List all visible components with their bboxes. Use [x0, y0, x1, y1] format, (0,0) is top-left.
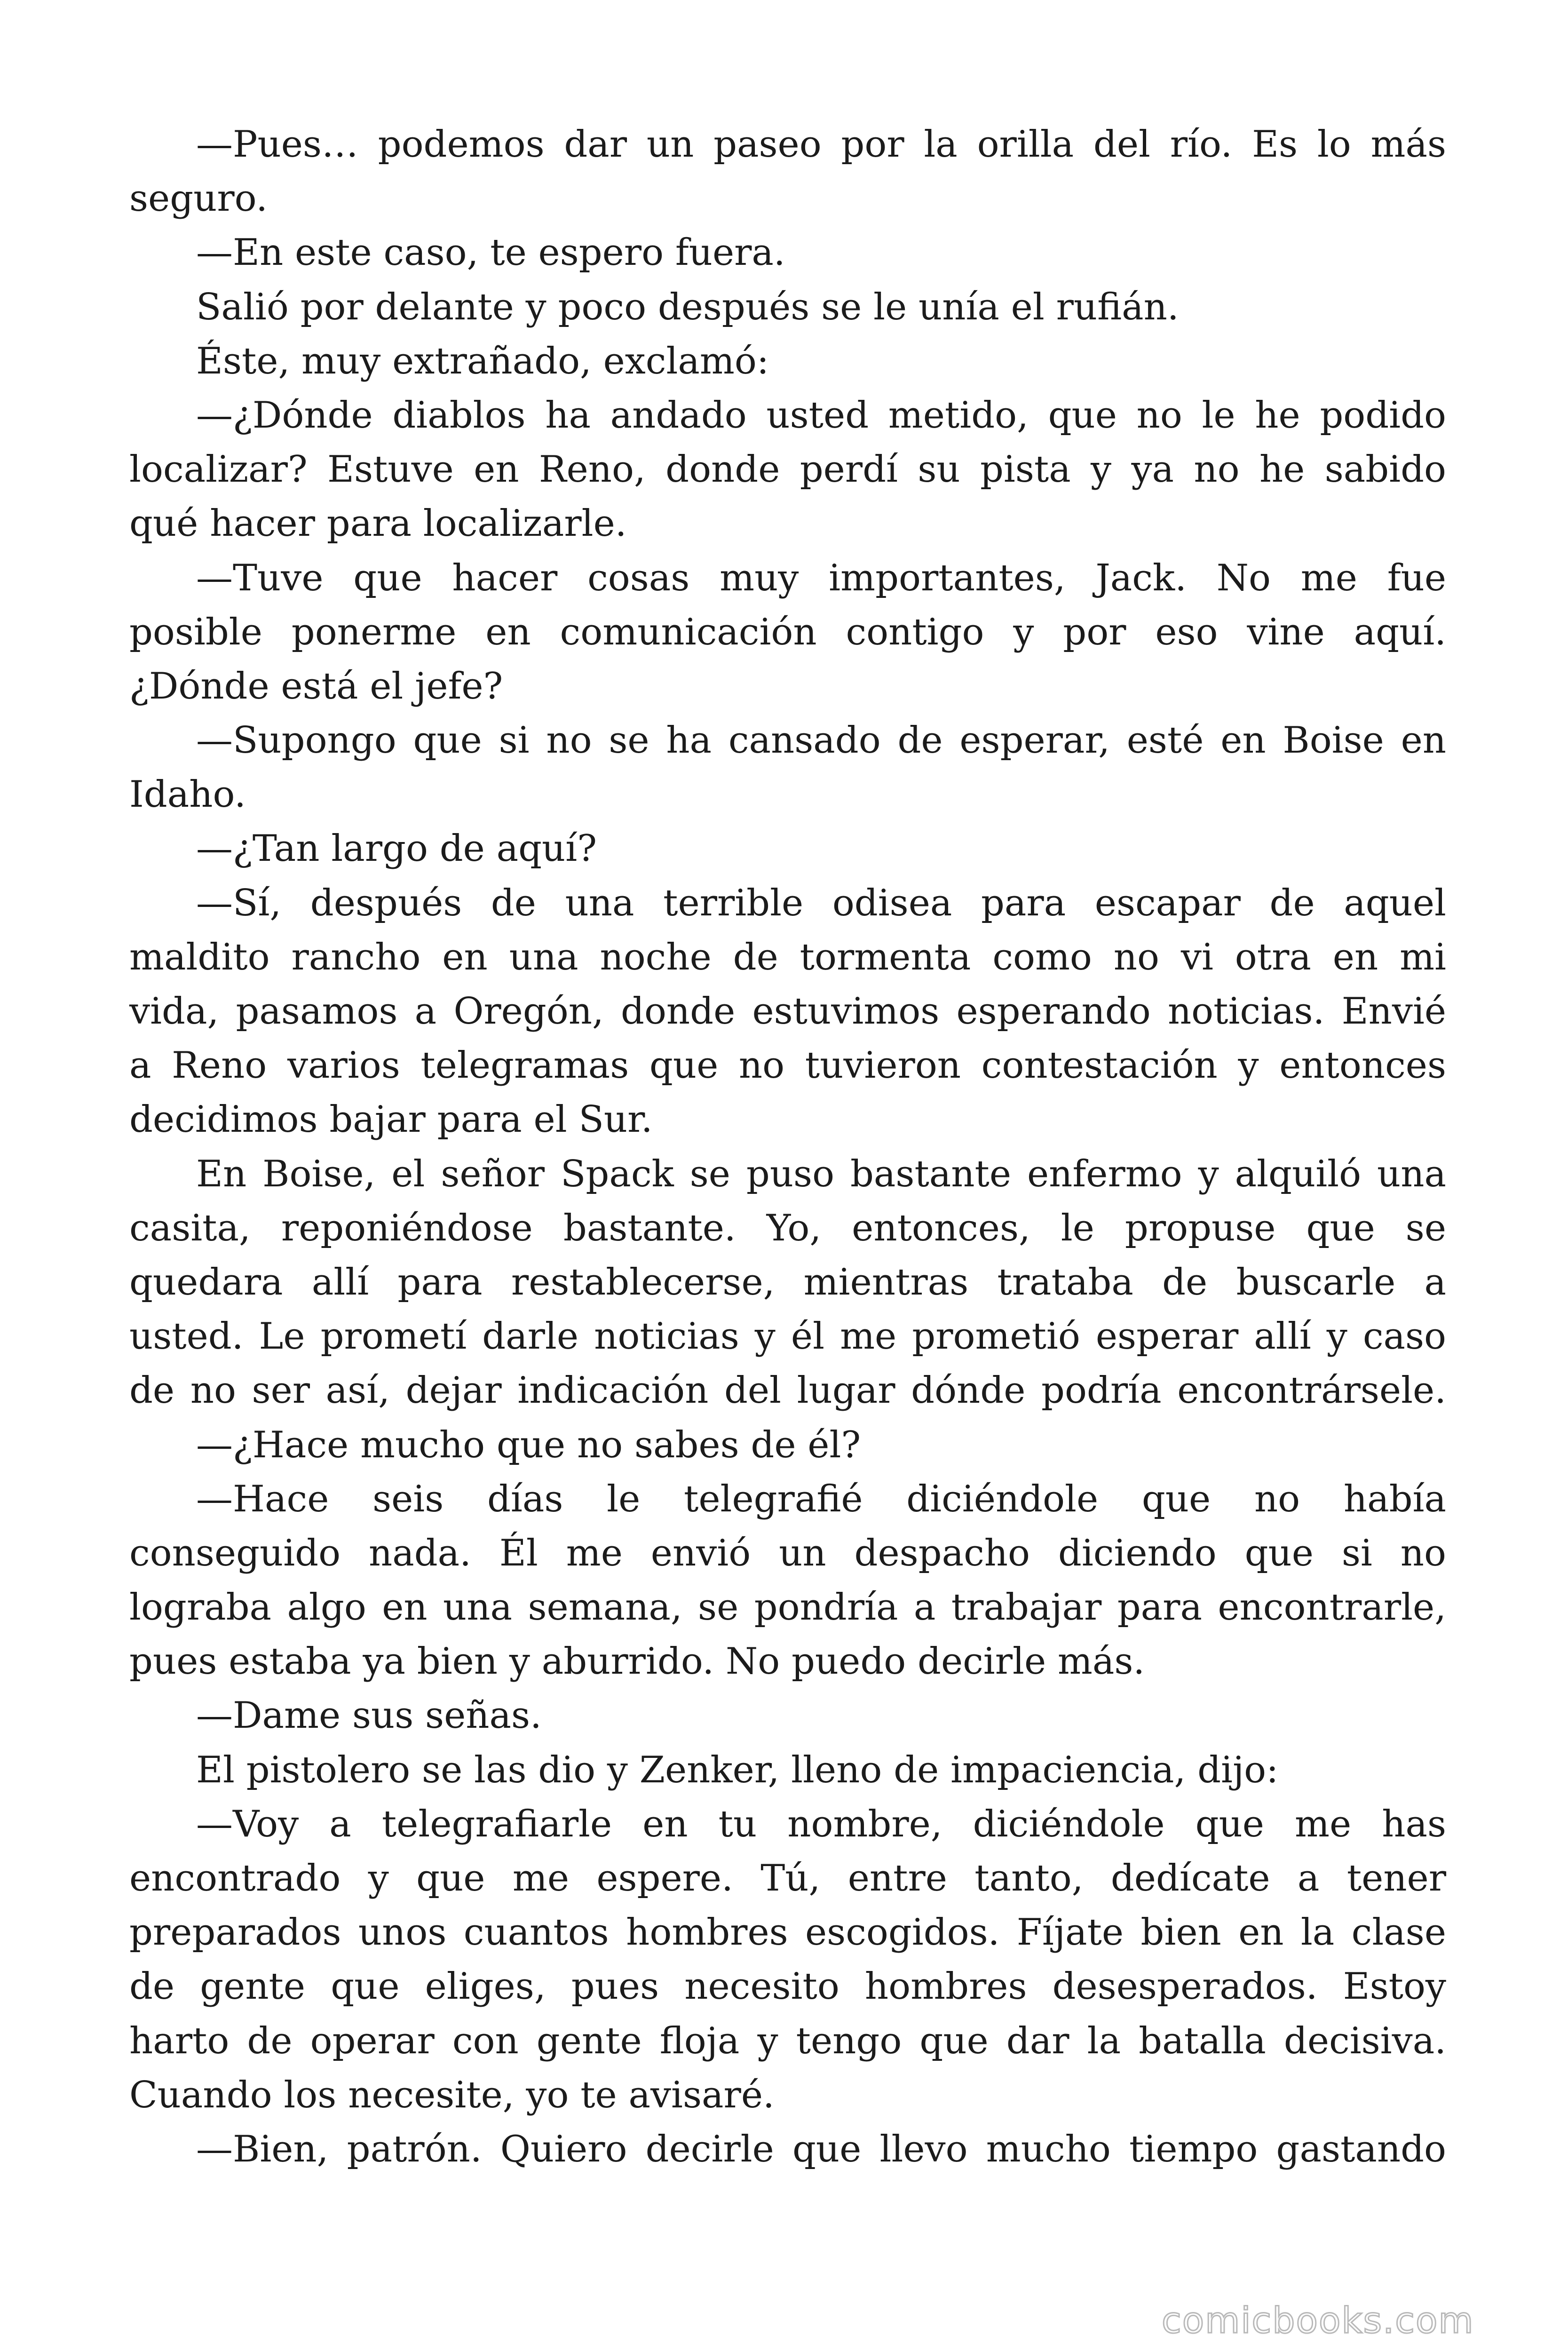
text-line: usted. Le prometí darle noticias y él me prometió esperar allí y caso	[129, 1315, 1446, 1358]
text-line: Cuando los necesite, yo te avisaré.	[129, 2074, 775, 2116]
text-line: —Tuve que hacer cosas muy importantes, Jack. No me fue	[196, 556, 1446, 599]
text-line: harto de operar con gente floja y tengo que dar la batalla decisiva.	[129, 2019, 1446, 2062]
text-line: de no ser así, dejar indicación del lugar dónde podría encontrársele.	[129, 1369, 1446, 1412]
text-line: —¿Dónde diablos ha andado usted metido, que no le he podido	[196, 394, 1446, 437]
text-line: encontrado y que me espere. Tú, entre tanto, dedícate a tener	[129, 1857, 1446, 1899]
text-line: —¿Hace mucho que no sabes de él?	[196, 1423, 861, 1466]
book-page-text	[129, 118, 1446, 2177]
text-line: —Voy a telegrafiarle en tu nombre, diciéndole que me has	[196, 1803, 1446, 1845]
text-line: ¿Dónde está el jefe?	[129, 665, 503, 707]
text-line: maldito rancho en una noche de tormenta como no vi otra en mi	[129, 936, 1446, 978]
text-line: seguro.	[129, 177, 268, 220]
text-line: —Supongo que si no se ha cansado de esperar, esté en Boise en	[196, 719, 1446, 762]
text-line: —¿Tan largo de aquí?	[196, 827, 597, 870]
text-line: Salió por delante y poco después se le unía el rufián.	[196, 286, 1179, 328]
text-line: localizar? Estuve en Reno, donde perdí su pista y ya no he sabido	[129, 448, 1446, 491]
text-line: a Reno varios telegramas que no tuvieron contestación y entonces	[129, 1044, 1446, 1087]
text-line: Éste, muy extrañado, exclamó:	[196, 340, 769, 382]
text-line: —Dame sus señas.	[196, 1694, 542, 1737]
text-line: Idaho.	[129, 773, 246, 816]
text-line: El pistolero se las dio y Zenker, lleno de impaciencia, dijo:	[196, 1748, 1279, 1791]
text-line: —Hace seis días le telegrafié diciéndole que no había	[196, 1478, 1446, 1520]
text-line: En Boise, el señor Spack se puso bastante enfermo y alquiló una	[196, 1152, 1446, 1195]
text-line: —Bien, patrón. Quiero decirle que llevo mucho tiempo gastando	[196, 2128, 1446, 2170]
text-line: —En este caso, te espero fuera.	[196, 231, 785, 274]
text-line: qué hacer para localizarle.	[129, 502, 627, 545]
text-line: —Pues… podemos dar un paseo por la orilla del río. Es lo más	[196, 123, 1446, 166]
text-line: vida, pasamos a Oregón, donde estuvimos esperando noticias. Envié	[129, 990, 1446, 1033]
text-line: decidimos bajar para el Sur.	[129, 1098, 653, 1141]
text-line: preparados unos cuantos hombres escogidos. Fíjate bien en la clase	[129, 1911, 1446, 1954]
text-line: casita, reponiéndose bastante. Yo, entonces, le propuse que se	[129, 1207, 1446, 1249]
text-line: pues estaba ya bien y aburrido. No puedo decirle más.	[129, 1640, 1145, 1683]
text-line: lograba algo en una semana, se pondría a trabajar para encontrarle,	[129, 1586, 1446, 1629]
watermark-logo: comicbooks.com	[1162, 2299, 1474, 2341]
text-line: conseguido nada. Él me envió un despacho diciendo que si no	[129, 1532, 1446, 1574]
text-line: posible ponerme en comunicación contigo y por eso vine aquí.	[129, 611, 1446, 653]
text-line: quedara allí para restablecerse, mientras trataba de buscarle a	[129, 1261, 1446, 1303]
text-line: de gente que eliges, pues necesito hombres desesperados. Estoy	[129, 1965, 1446, 2008]
text-line: —Sí, después de una terrible odisea para escapar de aquel	[196, 882, 1446, 924]
